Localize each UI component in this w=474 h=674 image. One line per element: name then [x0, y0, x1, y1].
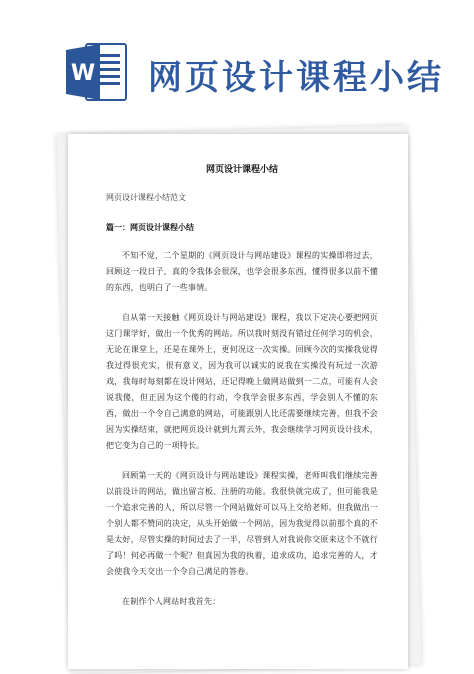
word-document-icon — [64, 40, 128, 104]
word-icon-letter: W — [70, 61, 96, 86]
document-page — [68, 134, 408, 669]
paragraph: 在制作个人网站时我首先： — [122, 597, 221, 606]
paragraph: 回顾第一天的《网页设计与网站建设》课程实操，老师叫我们继续完善以前设计的网站，做出留言板、注册的功能。我很快就完成了，但可能我是一个追求完善的人，所以尽管一个网站做好可以马上交给老师。但我做出一个别人都不赞同的决定，从头开始做一个网站，因为我觉得以前那个真的不是太好，尽管实操的时间过去了一半，尽管到人对我说你交原来这个不就行了吗！何必再做一个呢？但真因为我的执着，追求成功，追求完善的人，才会使我今天交出一个令自己满足的答卷。 — [106, 471, 378, 576]
document-subtitle: 网页设计课程小结范文 — [106, 193, 186, 202]
banner — [0, 0, 474, 112]
document-body — [106, 162, 378, 624]
document-title: 网页设计课程小结 — [205, 165, 278, 175]
paragraph: 不知不觉，二个星期的《网页设计与网站建设》课程的实操即将过去，回顾这一段日子，真的令我体会很深，也学会很多东西，懂得很多以前不懂的东西，也明白了一些事情。 — [106, 251, 378, 292]
paragraph: 自从第一天接触《网页设计与网站建设》课程，我以下定决心要把网页这门课学好，做出一个优秀的网站。所以我时刻没有错过任何学习的机会，无论在课堂上，还是在课外上，更何况这一次实操。回顾今次的实操我觉得我过得很充实，很有意义，因为我可以诚实的说我在实操没有玩过一次游戏，我每时每刻都在设计网站，还记得晚上做网站做到一二点，可能有人会说我傻，但正因为这个傻的行动，令我学会很多东西，学会别人不懂的东西，做出一个令自己满意的网站，可能跟别人比还需要继续完善，但我不会因为实操结束，就把网页设计就到九霄云外，我会继续学习网页设计技术，把它变为自己的一项特长。 — [106, 313, 378, 450]
banner-title: 网页设计课程小结 — [148, 58, 444, 98]
document-preview — [58, 126, 416, 669]
section-heading: 篇一：网页设计课程小结 — [106, 223, 194, 232]
